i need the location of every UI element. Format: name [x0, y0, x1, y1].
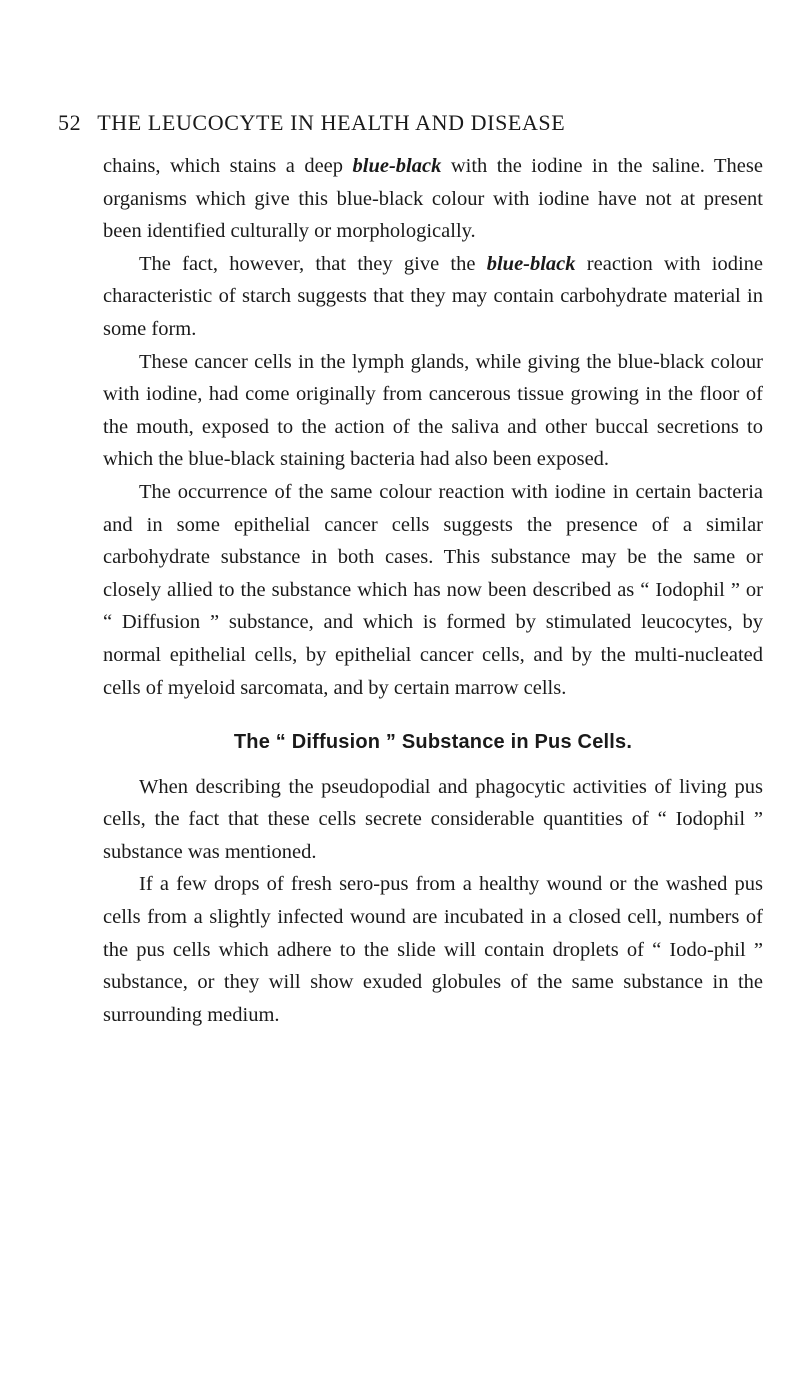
page-number: 52: [58, 110, 82, 135]
paragraph-1-emphasis: blue-black: [352, 155, 442, 177]
running-head: [58, 110, 758, 136]
paragraph-4: The occurrence of the same colour reaction with iodine in certain bacteria and in some epithelial cancer cells suggests the presence of a similar carbohydrate substance in both cases. This substance may be the same or closely allied to the substance which has now been described as “ Iodophil ” or “ Diffusion ” substance, and which is formed by stimulated leucocytes, by normal epithelial cells, by epithelial cancer cells, and by the multi-nucleated cells of myeloid sarcomata, and by certain marrow cells.: [103, 480, 763, 699]
running-title: THE LEUCOCYTE IN HEALTH AND DISEASE: [97, 110, 566, 135]
paragraph-6: If a few drops of fresh sero-pus from a healthy wound or the washed pus cells from a slightly infected wound are incubated in a closed cell, numbers of the pus cells which adhere to the slide will contain droplets of “ Iodo-phil ” substance, or they will show exuded globules of the same substance in the surrounding medium.: [103, 873, 763, 1026]
section-heading: The “ Diffusion ” Substance in Pus Cells.: [233, 731, 633, 754]
paragraph-2-text-a: The fact, however, that they give the: [139, 252, 487, 275]
paragraph-1-text-c: with the iodine in the saline. These organisms which give this blue-black colour with iodine have not at present been identified culturally or morphologically.: [103, 155, 763, 243]
paragraph-2: [103, 248, 763, 346]
paragraph-5: When describing the pseudopodial and phagocytic activities of living pus cells, the fact that these cells secrete considerable quantities of “ Iodophil ” substance was mentioned.: [103, 775, 763, 863]
paragraph-1-text-a: chains, which stains a deep: [103, 155, 353, 177]
paragraph-2-text-c: reaction with iodine characteristic of starch suggests that they may contain carbohydrate material in some form.: [103, 252, 763, 340]
paragraph-3: These cancer cells in the lymph glands, while giving the blue-black colour with iodine, had come originally from cancerous tissue growing in the floor of the mouth, exposed to the action of the saliva and other buccal secretions to which the blue-black staining bacteria had also been exposed.: [103, 350, 763, 471]
body-text: [103, 150, 763, 1031]
paragraph-2-emphasis: blue-black: [486, 252, 576, 275]
paragraph-1: [103, 150, 763, 248]
